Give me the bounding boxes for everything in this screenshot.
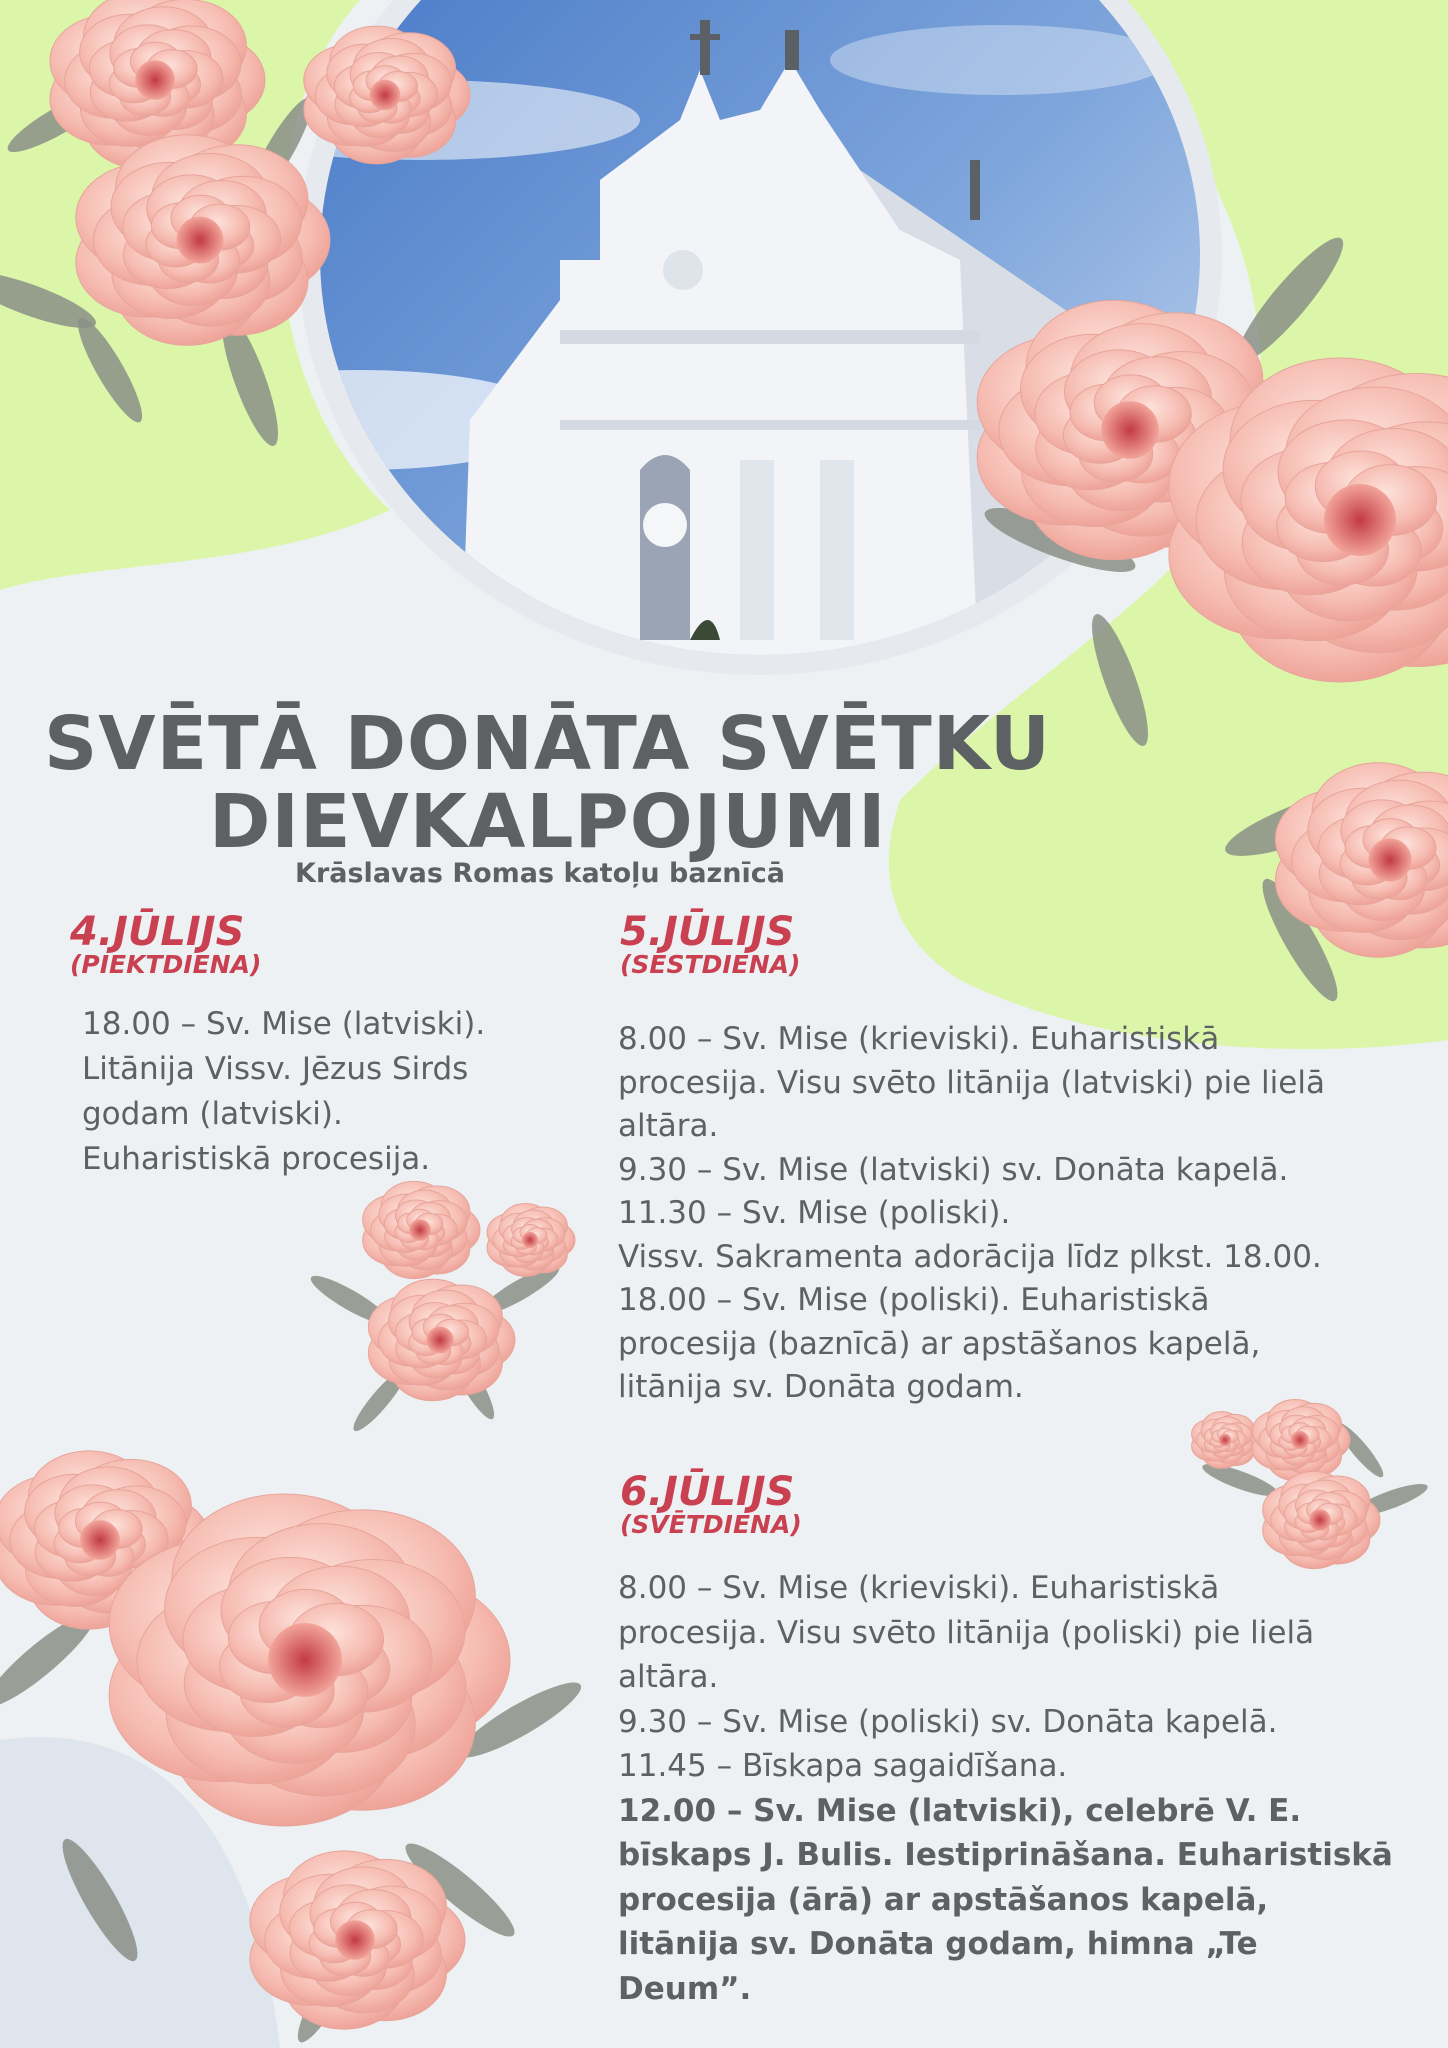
schedule-line-bold: procesija (ārā) ar apstāšanos kapelā, [618, 1881, 1269, 1918]
peony-flower [1252, 1400, 1350, 1481]
peony-flower [250, 1851, 465, 2029]
schedule-line: 8.00 – Sv. Mise (krieviski). Euharistiskā [618, 1570, 1220, 1606]
schedule-line: godam (latviski). [82, 1096, 343, 1132]
day-weekday: (SESTDIENA) [620, 950, 801, 979]
subtitle: Krāslavas Romas katoļu baznīcā [295, 858, 785, 889]
day-weekday: (SVĒTDIENA) [620, 1510, 802, 1539]
schedule-line: 9.30 – Sv. Mise (latviski) sv. Donāta kapelā. [618, 1151, 1289, 1188]
schedule-line: procesija (baznīcā) ar apstāšanos kapelā, [618, 1325, 1261, 1362]
peony-flower [76, 135, 330, 346]
schedule-line: altāra. [618, 1659, 719, 1695]
schedule-line-bold: Deum”. [618, 1970, 752, 2007]
peony-flower [1263, 1471, 1380, 1568]
schedule-line: 11.45 – Bīskapa sagaidīšana. [618, 1748, 1068, 1784]
schedule-line: 9.30 – Sv. Mise (poliski) sv. Donāta kapelā. [618, 1703, 1278, 1740]
schedule-line: Litānija Vissv. Jēzus Sirds [82, 1051, 469, 1087]
title-line-2: DIEVKALPOJUMI [209, 779, 887, 865]
day-date: 5.JŪLIJS [620, 909, 795, 955]
schedule-line: Vissv. Sakramenta adorācija līdz plkst. 18.00. [618, 1238, 1322, 1275]
schedule-line: 8.00 – Sv. Mise (krieviski). Euharistiskā [618, 1021, 1220, 1057]
day-1-schedule [82, 1002, 485, 1182]
schedule-line: procesija. Visu svēto litānija (latviski) pie lielā [618, 1064, 1325, 1101]
day-weekday: (PIEKTDIENA) [70, 950, 262, 979]
schedule-line: 11.30 – Sv. Mise (poliski). [618, 1195, 1011, 1231]
page-title [44, 701, 1104, 865]
schedule-line-bold: litānija sv. Donāta godam, himna „Te [618, 1926, 1258, 1962]
schedule-line: litānija sv. Donāta godam. [618, 1369, 1024, 1405]
schedule-line: 18.00 – Sv. Mise (poliski). Euharistiskā [618, 1282, 1210, 1318]
schedule-line-bold: bīskaps J. Bulis. Iestiprināšana. Euharistiskā [618, 1837, 1393, 1873]
day-2-schedule [618, 1018, 1325, 1410]
leaf-shape [52, 1832, 149, 1969]
day-date: 6.JŪLIJS [620, 1469, 795, 1515]
schedule-line: altāra. [618, 1108, 719, 1144]
schedule-line: Euharistiskā procesija. [82, 1141, 431, 1177]
day-heading-1 [70, 909, 262, 979]
day-date: 4.JŪLIJS [70, 909, 245, 955]
title-line-1: SVĒTĀ DONĀTA SVĒTKU [44, 701, 1051, 787]
schedule-line: 18.00 – Sv. Mise (latviski). [82, 1006, 486, 1042]
peony-flower [363, 1181, 480, 1278]
day-3-schedule [618, 1566, 1393, 2011]
day-heading-2 [620, 909, 801, 979]
schedule-line: procesija. Visu svēto litānija (poliski) pie lielā [618, 1614, 1315, 1651]
peony-flower [304, 26, 470, 164]
peony-flower [487, 1204, 575, 1277]
day-heading-3 [620, 1469, 802, 1539]
peony-flower [1192, 1412, 1260, 1469]
schedule-line-bold: 12.00 – Sv. Mise (latviski), celebrē V. E. [618, 1792, 1302, 1829]
